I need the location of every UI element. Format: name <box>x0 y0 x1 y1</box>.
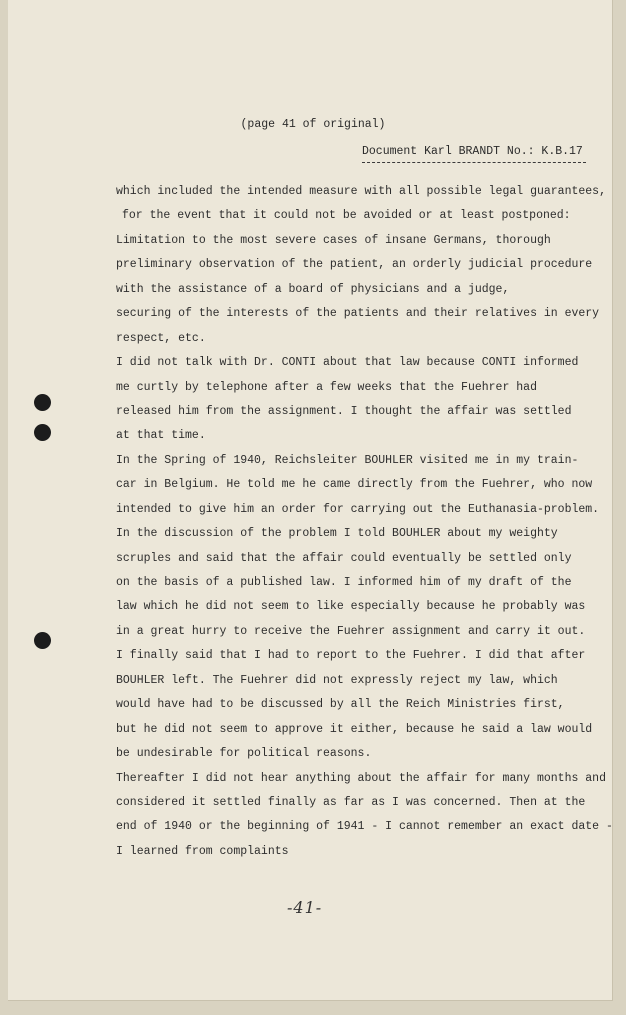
punch-hole <box>34 632 51 649</box>
text-line: with the assistance of a board of physicians and a judge, <box>116 282 510 296</box>
text-line: intended to give him an order for carrying out the Euthanasia-problem. <box>116 502 600 516</box>
text-line: released him from the assignment. I thought the affair was settled <box>116 404 572 418</box>
text-line: I did not talk with Dr. CONTI about that law because CONTI informed <box>116 356 579 370</box>
text-line: securing of the interests of the patients and their relatives in every <box>116 307 600 321</box>
text-line: at that time. <box>116 429 206 443</box>
text-line: car in Belgium. He told me he came directly from the Fuehrer, who now <box>116 478 593 492</box>
document-reference-underline <box>362 162 586 163</box>
punch-hole <box>34 424 51 441</box>
text-line: scruples and said that the affair could eventually be settled only <box>116 551 572 565</box>
text-line: Limitation to the most severe cases of insane Germans, thorough <box>116 233 551 247</box>
text-line: I learned from complaints <box>116 844 289 858</box>
text-line: respect, etc. <box>116 331 206 345</box>
body-text <box>116 180 613 864</box>
text-line: which included the intended measure with all possible legal guarantees, <box>116 185 606 198</box>
text-line: but he did not seem to approve it either, because he said a law would <box>116 722 593 736</box>
text-line: in a great hurry to receive the Fuehrer assignment and carry it out. <box>116 624 586 638</box>
text-line: In the Spring of 1940, Reichsleiter BOUHLER visited me in my train- <box>116 453 579 467</box>
text-line: considered it settled finally as far as I was concerned. Then at the <box>116 795 586 809</box>
text-line: be undesirable for political reasons. <box>116 747 372 761</box>
document-reference: Document Karl BRANDT No.: K.B.17 <box>362 145 583 158</box>
page-number: -41- <box>287 898 323 917</box>
text-line: In the discussion of the problem I told BOUHLER about my weighty <box>116 527 558 541</box>
text-line: would have had to be discussed by all the Reich Ministries first, <box>116 698 565 712</box>
text-line: on the basis of a published law. I informed him of my draft of the <box>116 576 572 589</box>
page-caption: (page 41 of original) <box>240 118 386 131</box>
text-line: me curtly by telephone after a few weeks that the Fuehrer had <box>116 380 537 394</box>
text-line: BOUHLER left. The Fuehrer did not expressly reject my law, which <box>116 673 558 687</box>
text-line: for the event that it could not be avoided or at least postponed: <box>122 209 571 223</box>
text-line: Thereafter I did not hear anything about the affair for many months and <box>116 771 606 785</box>
punch-hole <box>34 394 51 411</box>
text-line: end of 1940 or the beginning of 1941 - I cannot remember an exact date - <box>116 820 613 834</box>
text-line: law which he did not seem to like especially because he probably was <box>116 600 586 614</box>
text-line: preliminary observation of the patient, an orderly judicial procedure <box>116 258 593 272</box>
text-line: I finally said that I had to report to the Fuehrer. I did that after <box>116 649 586 663</box>
